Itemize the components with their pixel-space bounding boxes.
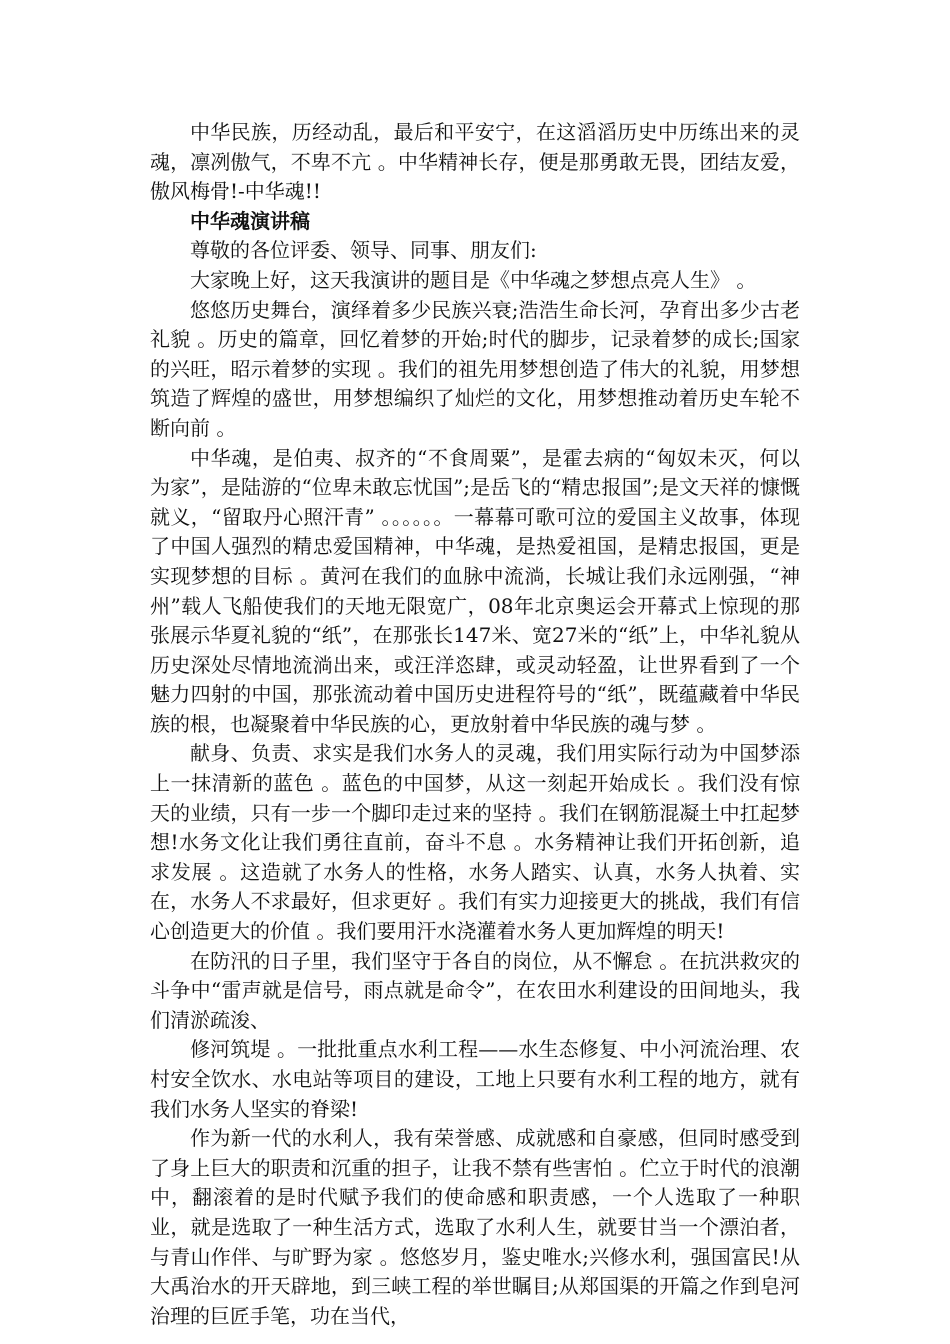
body-paragraph: 修河筑堤 。一批批重点水利工程——水生态修复、中小河流治理、农村安全饮水、水电站等项目的建设，工地上只要有水利工程的地方，就有我们水务人坚实的脊梁! xyxy=(150,1037,800,1121)
body-paragraph: 献身、负责、求实是我们水务人的灵魂，我们用实际行动为中国梦添上一抹清新的蓝色 。蓝色的中国梦，从这一刻起开始成长 。我们没有惊天的业绩，只有一步一个脚印走过来的坚持 。我们在钢筋混凝土中扛起梦想!水务文化让我们勇往直前，奋斗不息 。水务精神让我们开拓创新，追求发展 。这造就了水务人的性格，水务人踏实、认真，水务人执着、实在，水务人不求最好，但求更好 。我们有实力迎接更大的挑战，我们有信心创造更大的价值 。我们要用汗水浇灌着水务人更加辉煌的明天! xyxy=(150,741,800,944)
speech-heading: 中华魂演讲稿 xyxy=(190,208,310,233)
body-paragraph: 悠悠历史舞台，演绎着多少民族兴衰;浩浩生命长河，孕育出多少古老礼貌 。历史的篇章，回忆着梦的开始;时代的脚步，记录着梦的成长;国家的兴旺，昭示着梦的实现 。我们的祖先用梦想创造了伟大的礼貌，用梦想筑造了辉煌的盛世，用梦想编织了灿烂的文化，用梦想推动着历史车轮不断向前 。 xyxy=(150,297,800,440)
body-paragraph: 中华魂，是伯夷、叔齐的“不食周粟”，是霍去病的“匈奴未灭，何以为家”，是陆游的“位卑未敢忘忧国”;是岳飞的“精忠报国”;是文天祥的慷慨就义，“留取丹心照汗青” 。。。。。。一幕幕可歌可泣的爱国主义故事，体现了中国人强烈的精忠爱国精神，中华魂，是热爱祖国，是精忠报国，更是实现梦想的目标 。黄河在我们的血脉中流淌，长城让我们永远刚强，“神州”载人飞船使我们的天地无限宽广，08年北京奥运会开幕式上惊现的那张展示华夏礼貌的“纸”，在那张长147米、宽27米的“纸”上，中华礼貌从历史深处尽情地流淌出来，或汪洋恣肆，或灵动轻盈，让世界看到了一个魅力四射的中国，那张流动着中国历史进程符号的“纸”，既蕴藏着中华民族的根，也凝聚着中华民族的心，更放射着中华民族的魂与梦 。 xyxy=(150,445,800,736)
intro-paragraph: 中华民族，历经动乱，最后和平安宁，在这滔滔历史中历练出来的灵魂，凛冽傲气，不卑不亢 。中华精神长存，便是那勇敢无畏，团结友爱，傲风梅骨!-中华魂!! xyxy=(150,120,800,204)
greeting-paragraph: 大家晚上好，这天我演讲的题目是《中华魂之梦想点亮人生》 。 xyxy=(190,267,757,292)
body-paragraph: 在防汛的日子里，我们坚守于各自的岗位，从不懈怠 。在抗洪救灾的斗争中“雷声就是信号，雨点就是命令”，在农田水利建设的田间地头，我们清淤疏浚、 xyxy=(150,948,800,1032)
body-paragraph: 作为新一代的水利人，我有荣誉感、成就感和自豪感，但同时感受到了身上巨大的职责和沉重的担子，让我不禁有些害怕 。伫立于时代的浪潮中，翻滚着的是时代赋予我们的使命感和职责感，一个人选取了一种职业，就是选取了一种生活方式，选取了水利人生，就要甘当一个漂泊者，与青山作伴、与旷野为家 。悠悠岁月，鉴史唯水;兴修水利，强国富民!从大禹治水的开天辟地，到三峡工程的举世瞩目;从郑国渠的开篇之作到皂河治理的巨匠手笔，功在当代， xyxy=(150,1126,800,1328)
document-page xyxy=(150,118,800,1331)
salutation-paragraph: 尊敬的各位评委、领导、同事、朋友们: xyxy=(190,238,537,263)
